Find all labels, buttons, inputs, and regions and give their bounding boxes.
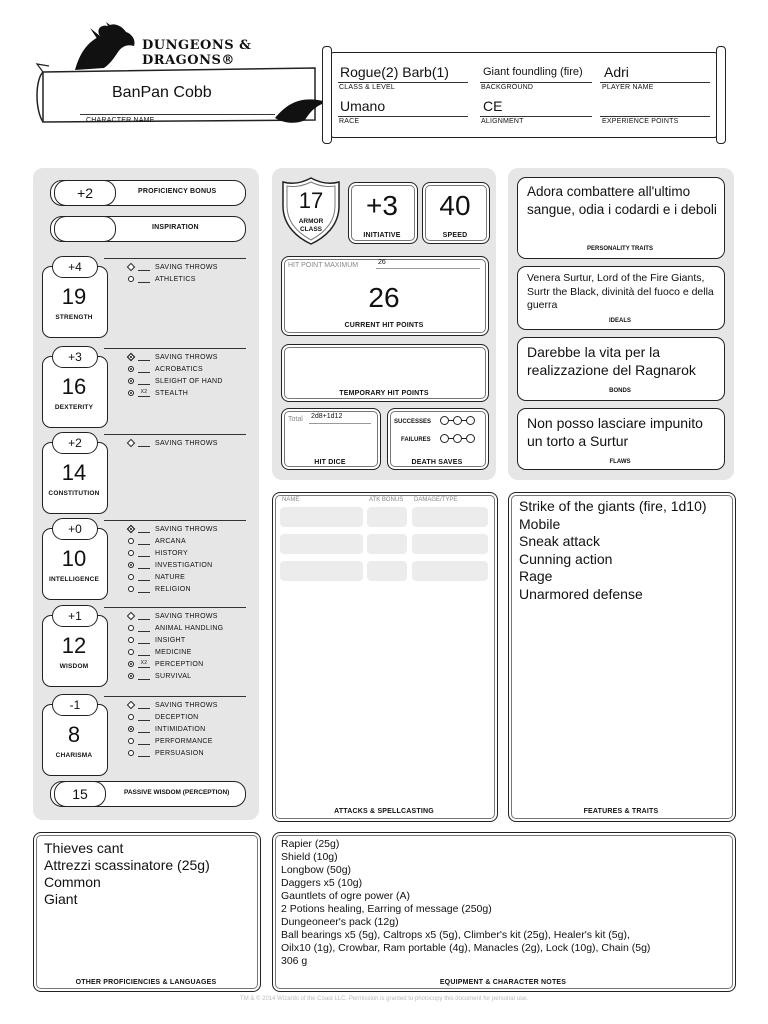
initiative-value[interactable]: +3 (366, 190, 398, 221)
skill-value[interactable] (138, 275, 150, 283)
skill-value[interactable] (138, 439, 150, 447)
class-level-line (338, 82, 468, 83)
skill-row[interactable] (128, 273, 218, 285)
proficiency-marker[interactable] (127, 525, 135, 533)
skill-value[interactable] (138, 573, 150, 581)
skill-row[interactable] (128, 437, 218, 449)
player-name-value[interactable]: Adri (604, 64, 629, 80)
experience-line (600, 116, 710, 117)
flaws-text[interactable]: Non posso lasciare impunito un torto a Surtur (527, 415, 703, 449)
proficiency-marker[interactable] (127, 353, 135, 361)
skill-row[interactable] (128, 610, 223, 622)
flaws-label: FLAWS (609, 459, 631, 465)
skill-value[interactable]: X2 (138, 660, 150, 668)
skill-row[interactable] (128, 747, 218, 759)
class-level-value[interactable]: Rogue(2) Barb(1) (340, 64, 449, 80)
proficiency-marker[interactable] (128, 574, 134, 580)
proficiency-marker[interactable] (127, 612, 135, 620)
skill-value[interactable] (138, 636, 150, 644)
details-right-scroll (716, 46, 726, 144)
equipment-item: 306 g (281, 955, 308, 967)
proficiency-marker[interactable] (128, 649, 134, 655)
ideals-label: IDEALS (608, 318, 631, 324)
character-name[interactable]: BanPan Cobb (112, 84, 212, 101)
logo-text: DUNGEONS & DRAGONS® (142, 38, 252, 68)
skill-row[interactable] (128, 583, 218, 595)
skills-divider (104, 434, 246, 435)
skill-value[interactable] (138, 585, 150, 593)
passive-wisdom-label: PASSIVE WISDOM (PERCEPTION) (124, 789, 230, 796)
failures-label: FAILURES (401, 437, 431, 443)
skill-row[interactable] (128, 646, 223, 658)
skill-name: RELIGION (155, 585, 191, 593)
proficiency-item: Attrezzi scassinatore (25g) (44, 857, 210, 873)
inspiration-value[interactable] (54, 216, 116, 242)
class-level-label: CLASS & LEVEL (339, 84, 395, 91)
skill-row[interactable] (128, 658, 223, 670)
skill-value[interactable]: X2 (138, 389, 150, 397)
attacks-col-name: NAME (282, 497, 300, 503)
skill-row[interactable] (128, 634, 223, 646)
proficiency-item: Giant (44, 891, 78, 907)
proficiency-marker[interactable] (128, 625, 134, 631)
equipment-item: Ball bearings x5 (5g), Caltrops x5 (5g), Climber's kit (25g), Healer's kit (5g), (281, 929, 630, 941)
ability-modifier[interactable]: +0 (52, 518, 98, 540)
skill-row[interactable] (128, 261, 218, 273)
failure-check-1[interactable] (440, 434, 449, 443)
hit-dice-label: HIT DICE (314, 459, 346, 466)
skills-divider (104, 258, 246, 259)
proficiencies-list[interactable] (44, 840, 254, 908)
skill-value[interactable] (138, 612, 150, 620)
skill-value[interactable] (138, 537, 150, 545)
proficiency-marker[interactable] (128, 562, 134, 568)
proficiency-marker[interactable] (128, 378, 134, 384)
attacks-col-damage: DAMAGE/TYPE (414, 497, 458, 503)
ability-score[interactable]: 19 (61, 284, 87, 309)
skill-name: INSIGHT (155, 636, 186, 644)
skill-name: SAVING THROWS (155, 263, 218, 271)
skill-name: PERFORMANCE (155, 737, 213, 745)
ability-score[interactable]: 14 (61, 460, 87, 485)
skill-row[interactable] (128, 351, 223, 363)
proficiency-bonus-value[interactable]: +2 (54, 180, 116, 206)
hp-max-line (376, 268, 480, 269)
proficiency-marker[interactable] (128, 714, 134, 720)
equipment-item: Longbow (50g) (281, 864, 352, 876)
skill-name: INVESTIGATION (155, 561, 213, 569)
skill-value[interactable] (138, 648, 150, 656)
proficiency-marker[interactable] (128, 538, 134, 544)
skill-name: SAVING THROWS (155, 701, 218, 709)
character-name-line (80, 114, 275, 115)
skill-row[interactable] (128, 547, 218, 559)
skill-row[interactable] (128, 622, 223, 634)
proficiency-bonus-label: PROFICIENCY BONUS (138, 188, 217, 195)
skill-name: MEDICINE (155, 648, 192, 656)
proficiencies-label: OTHER PROFICIENCIES & LANGUAGES (75, 979, 217, 986)
skills-list (128, 699, 218, 759)
passive-wisdom-value[interactable]: 15 (54, 781, 106, 807)
death-saves-label: DEATH SAVES (411, 459, 463, 466)
skill-value[interactable] (138, 561, 150, 569)
success-check-3[interactable] (466, 416, 475, 425)
skill-value[interactable] (138, 672, 150, 680)
skill-row[interactable] (128, 723, 218, 735)
skill-value[interactable] (138, 737, 150, 745)
skill-value[interactable] (138, 549, 150, 557)
skill-name: ATHLETICS (155, 275, 196, 283)
ability-score[interactable]: 12 (61, 633, 87, 658)
skill-name: ANIMAL HANDLING (155, 624, 224, 632)
ability-label: WISDOM (59, 663, 89, 670)
current-hp-label: CURRENT HIT POINTS (344, 322, 424, 329)
skill-value[interactable] (138, 525, 150, 533)
proficiency-marker[interactable] (128, 366, 134, 372)
background-line (480, 82, 592, 83)
equipment-item: Dungeoneer's pack (12g) (281, 916, 399, 928)
skill-value[interactable] (138, 725, 150, 733)
skill-row[interactable] (128, 711, 218, 723)
proficiency-marker[interactable] (128, 726, 134, 732)
attack-row-2-bonus[interactable] (367, 534, 407, 554)
success-check-1[interactable] (440, 416, 449, 425)
hit-dice-total-label: Total (288, 416, 303, 423)
hit-dice-total-line (309, 423, 371, 424)
skill-row[interactable] (128, 670, 223, 682)
attacks-col-bonus: ATK BONUS (369, 497, 404, 503)
feature-item: Strike of the giants (fire, 1d10) (519, 498, 707, 514)
skills-divider (104, 520, 246, 521)
attack-row-3-damage[interactable] (412, 561, 488, 581)
failure-checks[interactable] (440, 434, 475, 443)
personality-traits-text[interactable]: Adora combattere all'ultimo sangue, odia i codardi e i deboli (527, 184, 717, 217)
race-value[interactable]: Umano (340, 98, 386, 114)
skills-divider (104, 607, 246, 608)
success-checks[interactable] (440, 416, 475, 425)
skill-name: ARCANA (155, 537, 186, 545)
features-list[interactable] (519, 498, 729, 603)
ability-label: CHARISMA (55, 752, 93, 759)
attack-row-3-bonus[interactable] (367, 561, 407, 581)
skill-name: PERCEPTION (155, 660, 204, 668)
ability-score[interactable]: 8 (67, 722, 81, 747)
attack-row-3-name[interactable] (280, 561, 363, 581)
proficiency-marker[interactable] (127, 263, 135, 271)
successes-label: SUCCESSES (394, 419, 432, 425)
skill-name: SLEIGHT OF HAND (155, 377, 223, 385)
details-left-scroll (322, 46, 332, 144)
speed-value[interactable]: 40 (439, 190, 471, 221)
current-hp-value[interactable]: 26 (368, 282, 400, 313)
bonds-text[interactable]: Darebbe la vita per la realizzazione del Ragnarok (527, 344, 696, 378)
race-label: RACE (339, 118, 360, 125)
ability-label: STRENGTH (55, 314, 93, 321)
ability-modifier[interactable]: +4 (52, 256, 98, 278)
proficiency-marker[interactable] (128, 276, 134, 282)
alignment-label: ALIGNMENT (481, 118, 524, 125)
success-check-2[interactable] (453, 416, 462, 425)
skill-value[interactable] (138, 713, 150, 721)
skill-value[interactable] (138, 263, 150, 271)
ability-score[interactable]: 16 (61, 374, 87, 399)
skill-row[interactable] (128, 363, 223, 375)
skill-name: STEALTH (155, 389, 189, 397)
hp-max-label: HIT POINT MAXIMUM (288, 262, 359, 269)
attack-row-2-damage[interactable] (412, 534, 488, 554)
attack-row-1-name[interactable] (280, 507, 363, 527)
proficiency-marker[interactable] (127, 701, 135, 709)
skill-name: ACROBATICS (155, 365, 203, 373)
skill-name: PERSUASION (155, 749, 204, 757)
feature-item: Rage (519, 568, 553, 584)
ideals-text[interactable]: Venera Surtur, Lord of the Fire Giants, Surtr the Black, divinità del fuoco e della guerra (527, 272, 714, 311)
attack-row-1-damage[interactable] (412, 507, 488, 527)
attacks-label: ATTACKS & SPELLCASTING (334, 808, 434, 815)
ability-modifier[interactable]: +1 (52, 605, 98, 627)
equipment-list[interactable] (281, 838, 729, 968)
skill-row[interactable] (128, 387, 223, 399)
alignment-value[interactable]: CE (483, 98, 503, 114)
feature-item: Mobile (519, 515, 561, 532)
skill-value[interactable] (138, 377, 150, 385)
proficiency-marker[interactable] (128, 390, 134, 396)
ability-label: INTELLIGENCE (48, 576, 100, 583)
proficiency-item: Thieves cant (44, 840, 124, 856)
skill-row[interactable] (128, 535, 218, 547)
feature-item: Sneak attack (519, 533, 600, 549)
skill-name: SURVIVAL (155, 672, 192, 680)
attack-row-2-name[interactable] (280, 534, 363, 554)
skills-list (128, 351, 223, 399)
armor-class-label: ARMOR CLASS (298, 218, 324, 233)
skills-list (128, 437, 218, 449)
footer-copyright: TM & © 2014 Wizards of the Coast LLC. Permission is granted to photocopy this document for personal use. (240, 996, 528, 1002)
player-name-line (600, 82, 710, 83)
skill-row[interactable] (128, 735, 218, 747)
alignment-line (480, 116, 592, 117)
attack-row-1-bonus[interactable] (367, 507, 407, 527)
proficiency-marker[interactable] (128, 673, 134, 679)
hp-max-value[interactable]: 26 (378, 259, 386, 266)
inspiration-label: INSPIRATION (152, 224, 199, 231)
proficiency-item: Common (44, 874, 101, 890)
skill-row[interactable] (128, 699, 218, 711)
proficiency-marker[interactable] (128, 661, 134, 667)
skill-value[interactable] (138, 353, 150, 361)
equipment-item: Shield (10g) (281, 851, 338, 863)
equipment-item: Daggers x5 (10g) (281, 877, 363, 889)
ability-label: CONSTITUTION (48, 490, 100, 497)
skills-list (128, 610, 223, 682)
failure-check-3[interactable] (466, 434, 475, 443)
hit-dice-total-value[interactable]: 2d8+1d12 (311, 413, 343, 420)
skills-divider (104, 696, 246, 697)
skills-list (128, 261, 218, 285)
ability-score[interactable]: 10 (61, 546, 87, 571)
temp-hp-label: TEMPORARY HIT POINTS (339, 390, 429, 397)
equipment-item: Rapier (25g) (281, 838, 340, 850)
equipment-item: Gauntlets of ogre power (A) (281, 890, 410, 902)
skill-name: DECEPTION (155, 713, 199, 721)
initiative-label: INITIATIVE (363, 232, 401, 239)
skill-value[interactable] (138, 624, 150, 632)
proficiency-marker[interactable] (128, 750, 134, 756)
proficiency-marker[interactable] (128, 550, 134, 556)
ability-modifier[interactable]: +3 (52, 346, 98, 368)
ability-modifier[interactable]: -1 (52, 694, 98, 716)
proficiency-marker[interactable] (127, 439, 135, 447)
equipment-label: EQUIPMENT & CHARACTER NOTES (439, 979, 567, 986)
equipment-item: Oilx10 (1g), Crowbar, Ram portable (4g), Manacles (2g), Lock (10g), Chain (5g) (281, 942, 651, 954)
skill-name: NATURE (155, 573, 186, 581)
ability-modifier[interactable]: +2 (52, 432, 98, 454)
personality-traits-label: PERSONALITY TRAITS (587, 246, 653, 252)
skill-name: INTIMIDATION (155, 725, 206, 733)
skill-value[interactable] (138, 701, 150, 709)
skill-row[interactable] (128, 559, 218, 571)
proficiency-marker[interactable] (128, 637, 134, 643)
skill-name: SAVING THROWS (155, 525, 218, 533)
skill-row[interactable] (128, 375, 223, 387)
background-value[interactable]: Giant foundling (fire) (483, 66, 583, 78)
proficiency-marker[interactable] (128, 738, 134, 744)
skill-name: SAVING THROWS (155, 439, 218, 447)
skills-list (128, 523, 218, 595)
race-line (338, 116, 468, 117)
ability-label: DEXTERITY (54, 404, 94, 411)
feature-item: Cunning action (519, 550, 613, 567)
character-name-label: CHARACTER NAME (86, 117, 155, 124)
background-label: BACKGROUND (481, 84, 534, 91)
skill-row[interactable] (128, 523, 218, 535)
failure-check-2[interactable] (453, 434, 462, 443)
proficiency-marker[interactable] (128, 586, 134, 592)
speed-label: SPEED (442, 232, 468, 239)
skill-value[interactable] (138, 749, 150, 757)
features-label: FEATURES & TRAITS (583, 808, 659, 815)
skill-name: SAVING THROWS (155, 353, 218, 361)
feature-item: Unarmored defense (519, 585, 643, 602)
skill-row[interactable] (128, 571, 218, 583)
armor-class-value[interactable]: 17 (298, 188, 324, 213)
skill-name: SAVING THROWS (155, 612, 218, 620)
bonds-label: BONDS (609, 388, 631, 394)
skill-value[interactable] (138, 365, 150, 373)
experience-label: EXPERIENCE POINTS (602, 118, 679, 125)
player-name-label: PLAYER NAME (602, 84, 654, 91)
skills-divider (104, 348, 246, 349)
equipment-item: 2 Potions healing, Earring of message (250g) (281, 903, 492, 915)
skill-name: HISTORY (155, 549, 188, 557)
